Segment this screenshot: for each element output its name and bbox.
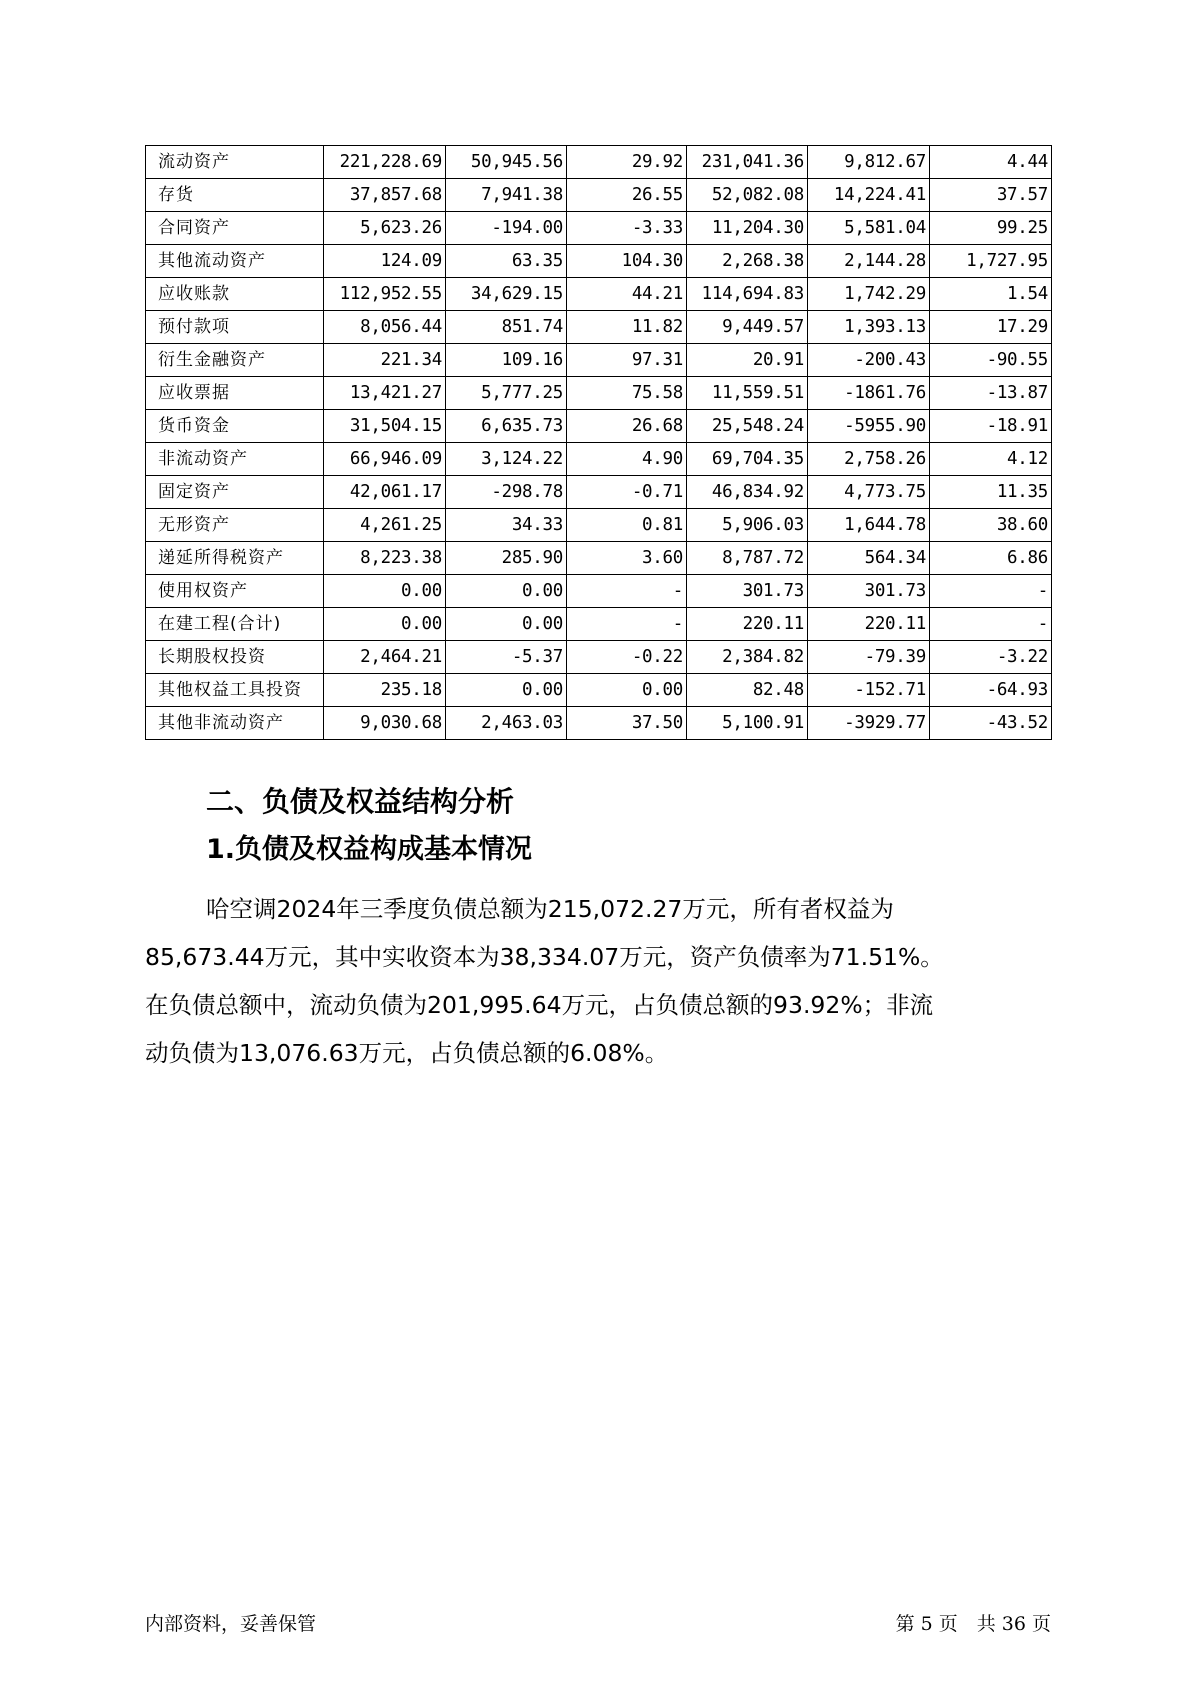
value-cell: - bbox=[567, 608, 687, 641]
value-cell: 7,941.38 bbox=[446, 179, 567, 212]
table-row bbox=[146, 146, 1052, 179]
paragraph-line: 动负债为13,076.63万元，占负债总额的6.08%。 bbox=[145, 1039, 669, 1067]
value-cell: 2,144.28 bbox=[808, 245, 930, 278]
value-cell: 26.68 bbox=[567, 410, 687, 443]
value-cell: 4,773.75 bbox=[808, 476, 930, 509]
value-cell: 221,228.69 bbox=[324, 146, 446, 179]
footer-page-number: 第 5 页 共 36 页 bbox=[895, 1613, 1051, 1635]
table-row bbox=[146, 443, 1052, 476]
value-cell: 5,581.04 bbox=[808, 212, 930, 245]
row-label-cell: 其他非流动资产 bbox=[146, 707, 324, 740]
row-label-cell: 固定资产 bbox=[146, 476, 324, 509]
table-row bbox=[146, 212, 1052, 245]
table-row bbox=[146, 608, 1052, 641]
value-cell: 34,629.15 bbox=[446, 278, 567, 311]
value-cell: 1,742.29 bbox=[808, 278, 930, 311]
value-cell: 112,952.55 bbox=[324, 278, 446, 311]
value-cell: 4,261.25 bbox=[324, 509, 446, 542]
row-label-cell: 存货 bbox=[146, 179, 324, 212]
paragraph-line: 85,673.44万元，其中实收资本为38,334.07万元，资产负债率为71.51%。 bbox=[145, 943, 944, 971]
value-cell: 301.73 bbox=[687, 575, 808, 608]
row-label-cell: 流动资产 bbox=[146, 146, 324, 179]
table-row bbox=[146, 707, 1052, 740]
table-row bbox=[146, 344, 1052, 377]
value-cell: 0.81 bbox=[567, 509, 687, 542]
value-cell: 11.35 bbox=[930, 476, 1052, 509]
value-cell: 69,704.35 bbox=[687, 443, 808, 476]
table-row bbox=[146, 476, 1052, 509]
value-cell: 13,421.27 bbox=[324, 377, 446, 410]
row-label-cell: 非流动资产 bbox=[146, 443, 324, 476]
value-cell: 31,504.15 bbox=[324, 410, 446, 443]
value-cell: - bbox=[930, 575, 1052, 608]
value-cell: 6,635.73 bbox=[446, 410, 567, 443]
value-cell: 2,463.03 bbox=[446, 707, 567, 740]
value-cell: 8,056.44 bbox=[324, 311, 446, 344]
value-cell: 11.82 bbox=[567, 311, 687, 344]
row-label-cell: 合同资产 bbox=[146, 212, 324, 245]
section-heading: 二、负债及权益结构分析 bbox=[206, 785, 515, 818]
table-row bbox=[146, 377, 1052, 410]
table-row bbox=[146, 245, 1052, 278]
value-cell: 3,124.22 bbox=[446, 443, 567, 476]
footer-confidential-note: 内部资料，妥善保管 bbox=[145, 1613, 317, 1635]
value-cell: 124.09 bbox=[324, 245, 446, 278]
row-label-cell: 衍生金融资产 bbox=[146, 344, 324, 377]
value-cell: 5,623.26 bbox=[324, 212, 446, 245]
value-cell: 37.50 bbox=[567, 707, 687, 740]
row-label-cell: 使用权资产 bbox=[146, 575, 324, 608]
value-cell: 52,082.08 bbox=[687, 179, 808, 212]
value-cell: -1861.76 bbox=[808, 377, 930, 410]
row-label-cell: 长期股权投资 bbox=[146, 641, 324, 674]
value-cell: -298.78 bbox=[446, 476, 567, 509]
value-cell: 29.92 bbox=[567, 146, 687, 179]
value-cell: 0.00 bbox=[446, 674, 567, 707]
value-cell: 2,758.26 bbox=[808, 443, 930, 476]
section-subheading: 1.负债及权益构成基本情况 bbox=[206, 834, 533, 865]
value-cell: 50,945.56 bbox=[446, 146, 567, 179]
value-cell: -194.00 bbox=[446, 212, 567, 245]
value-cell: -200.43 bbox=[808, 344, 930, 377]
value-cell: -43.52 bbox=[930, 707, 1052, 740]
table-row bbox=[146, 509, 1052, 542]
row-label-cell: 无形资产 bbox=[146, 509, 324, 542]
value-cell: -152.71 bbox=[808, 674, 930, 707]
value-cell: 5,906.03 bbox=[687, 509, 808, 542]
value-cell: 2,384.82 bbox=[687, 641, 808, 674]
value-cell: 20.91 bbox=[687, 344, 808, 377]
value-cell: 0.00 bbox=[446, 575, 567, 608]
value-cell: -0.22 bbox=[567, 641, 687, 674]
table-row bbox=[146, 542, 1052, 575]
row-label-cell: 货币资金 bbox=[146, 410, 324, 443]
paragraph-line: 在负债总额中，流动负债为201,995.64万元，占负债总额的93.92%；非流 bbox=[145, 991, 934, 1019]
value-cell: 2,464.21 bbox=[324, 641, 446, 674]
row-label-cell: 其他权益工具投资 bbox=[146, 674, 324, 707]
value-cell: 109.16 bbox=[446, 344, 567, 377]
value-cell: 220.11 bbox=[687, 608, 808, 641]
table-row bbox=[146, 278, 1052, 311]
value-cell: 104.30 bbox=[567, 245, 687, 278]
value-cell: -3929.77 bbox=[808, 707, 930, 740]
value-cell: 221.34 bbox=[324, 344, 446, 377]
value-cell: 5,777.25 bbox=[446, 377, 567, 410]
value-cell: 0.00 bbox=[446, 608, 567, 641]
value-cell: -3.22 bbox=[930, 641, 1052, 674]
value-cell: 231,041.36 bbox=[687, 146, 808, 179]
value-cell: 44.21 bbox=[567, 278, 687, 311]
value-cell: 4.90 bbox=[567, 443, 687, 476]
value-cell: 5,100.91 bbox=[687, 707, 808, 740]
row-label-cell: 在建工程(合计) bbox=[146, 608, 324, 641]
value-cell: 235.18 bbox=[324, 674, 446, 707]
value-cell: 75.58 bbox=[567, 377, 687, 410]
value-cell: 3.60 bbox=[567, 542, 687, 575]
value-cell: -0.71 bbox=[567, 476, 687, 509]
row-label-cell: 其他流动资产 bbox=[146, 245, 324, 278]
value-cell: -5955.90 bbox=[808, 410, 930, 443]
value-cell: 34.33 bbox=[446, 509, 567, 542]
row-label-cell: 应收账款 bbox=[146, 278, 324, 311]
value-cell: 8,223.38 bbox=[324, 542, 446, 575]
value-cell: 0.00 bbox=[324, 575, 446, 608]
value-cell: 2,268.38 bbox=[687, 245, 808, 278]
value-cell: 46,834.92 bbox=[687, 476, 808, 509]
value-cell: 9,812.67 bbox=[808, 146, 930, 179]
value-cell: 63.35 bbox=[446, 245, 567, 278]
table-row bbox=[146, 641, 1052, 674]
value-cell: - bbox=[930, 608, 1052, 641]
value-cell: -13.87 bbox=[930, 377, 1052, 410]
value-cell: 1,727.95 bbox=[930, 245, 1052, 278]
value-cell: 1.54 bbox=[930, 278, 1052, 311]
value-cell: -79.39 bbox=[808, 641, 930, 674]
table-row bbox=[146, 674, 1052, 707]
value-cell: 38.60 bbox=[930, 509, 1052, 542]
value-cell: 11,559.51 bbox=[687, 377, 808, 410]
value-cell: 4.12 bbox=[930, 443, 1052, 476]
value-cell: -5.37 bbox=[446, 641, 567, 674]
body-paragraph bbox=[145, 885, 1051, 1077]
value-cell: 82.48 bbox=[687, 674, 808, 707]
value-cell: 99.25 bbox=[930, 212, 1052, 245]
value-cell: 11,204.30 bbox=[687, 212, 808, 245]
value-cell: 564.34 bbox=[808, 542, 930, 575]
value-cell: 0.00 bbox=[324, 608, 446, 641]
value-cell: 114,694.83 bbox=[687, 278, 808, 311]
value-cell: 9,449.57 bbox=[687, 311, 808, 344]
value-cell: 8,787.72 bbox=[687, 542, 808, 575]
asset-table-body bbox=[146, 146, 1052, 740]
value-cell: 37,857.68 bbox=[324, 179, 446, 212]
row-label-cell: 应收票据 bbox=[146, 377, 324, 410]
value-cell: -90.55 bbox=[930, 344, 1052, 377]
value-cell: 301.73 bbox=[808, 575, 930, 608]
value-cell: 220.11 bbox=[808, 608, 930, 641]
value-cell: -64.93 bbox=[930, 674, 1052, 707]
row-label-cell: 递延所得税资产 bbox=[146, 542, 324, 575]
value-cell: 851.74 bbox=[446, 311, 567, 344]
value-cell: 66,946.09 bbox=[324, 443, 446, 476]
value-cell: 9,030.68 bbox=[324, 707, 446, 740]
value-cell: 0.00 bbox=[567, 674, 687, 707]
paragraph-line: 哈空调2024年三季度负债总额为215,072.27万元，所有者权益为 bbox=[206, 895, 894, 923]
value-cell: -3.33 bbox=[567, 212, 687, 245]
table-row bbox=[146, 410, 1052, 443]
value-cell: 97.31 bbox=[567, 344, 687, 377]
value-cell: -18.91 bbox=[930, 410, 1052, 443]
value-cell: 14,224.41 bbox=[808, 179, 930, 212]
table-row bbox=[146, 575, 1052, 608]
table-row bbox=[146, 179, 1052, 212]
value-cell: 4.44 bbox=[930, 146, 1052, 179]
asset-table bbox=[145, 145, 1052, 740]
value-cell: 17.29 bbox=[930, 311, 1052, 344]
value-cell: 1,393.13 bbox=[808, 311, 930, 344]
value-cell: - bbox=[567, 575, 687, 608]
value-cell: 37.57 bbox=[930, 179, 1052, 212]
table-row bbox=[146, 311, 1052, 344]
value-cell: 26.55 bbox=[567, 179, 687, 212]
value-cell: 6.86 bbox=[930, 542, 1052, 575]
row-label-cell: 预付款项 bbox=[146, 311, 324, 344]
value-cell: 42,061.17 bbox=[324, 476, 446, 509]
value-cell: 285.90 bbox=[446, 542, 567, 575]
value-cell: 25,548.24 bbox=[687, 410, 808, 443]
value-cell: 1,644.78 bbox=[808, 509, 930, 542]
